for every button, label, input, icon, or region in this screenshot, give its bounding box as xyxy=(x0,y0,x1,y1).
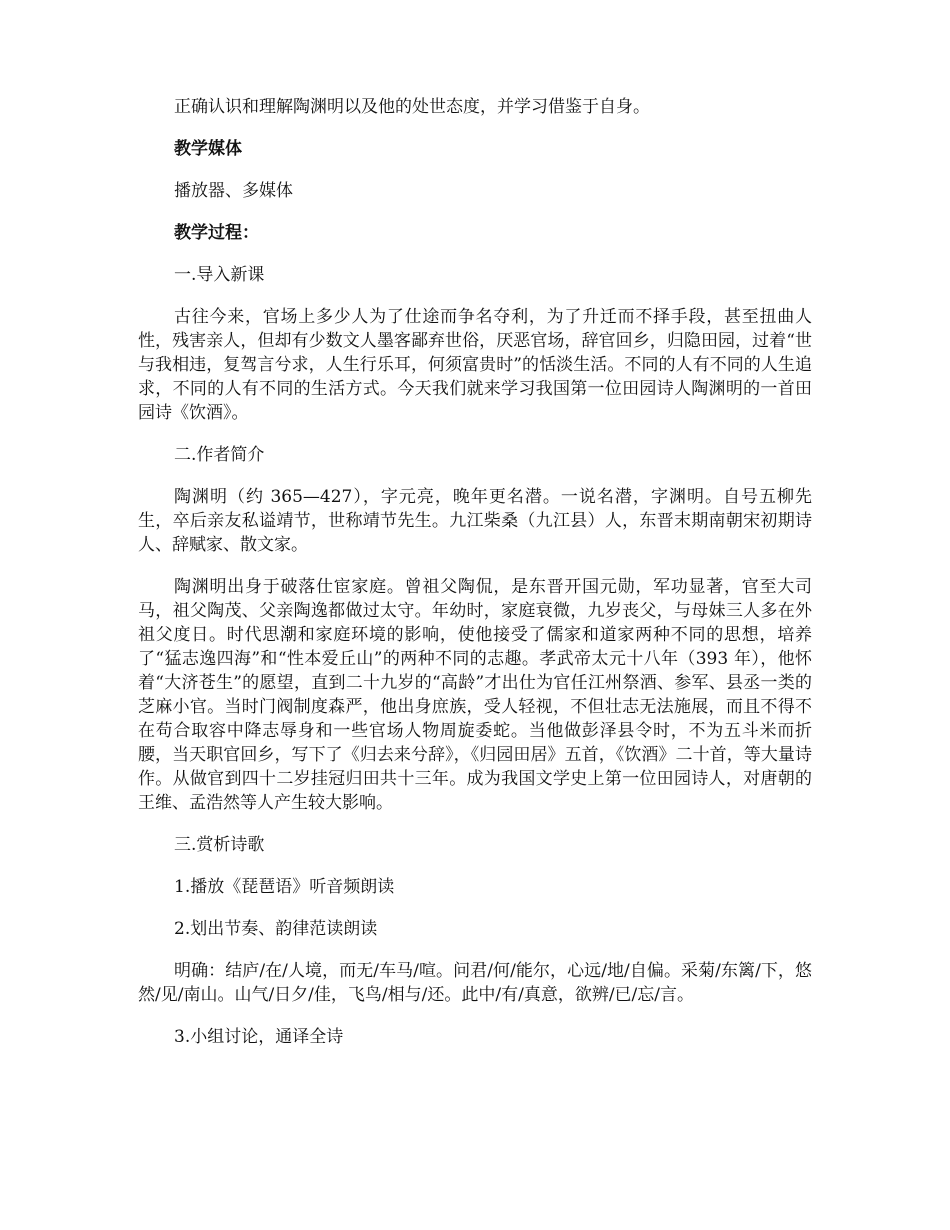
intro-paragraph: 古往今来，官场上多少人为了仕途而争名夺利，为了升迁而不择手段，甚至扭曲人性，残害亲人，但却有少数文人墨客鄙弃世俗，厌恶官场，辞官回乡，归隐田园，过着“世与我相违，复驾言兮求，人生行乐耳，何须富贵时”的恬淡生活。不同的人有不同的人生追求，不同的人有不同的生活方式。今天我们就来学习我国第一位田园诗人陶渊明的一首田园诗《饮酒》。 xyxy=(138,307,812,423)
author-paragraph-1: 陶渊明（约 365—427），字元亮，晚年更名潜。一说名潜，字渊明。自号五柳先生，卒后亲友私谥靖节，世称靖节先生。九江柴桑（九江县）人，东晋末期南朝宋初期诗人、辞赋家、散文家。 xyxy=(138,487,812,555)
section-heading-author: 二.作者简介 xyxy=(174,445,265,465)
document-page xyxy=(138,95,812,1049)
author-paragraph-2: 陶渊明出身于破落仕宦家庭。曾祖父陶侃，是东晋开国元勋，军功显著，官至大司马，祖父陶茂、父亲陶逸都做过太守。年幼时，家庭衰微，九岁丧父，与母妹三人多在外祖父度日。时代思潮和家庭环境的影响，使他接受了儒家和道家两种不同的思想，培养了“猛志逸四海”和“性本爱丘山”的两种不同的志趣。孝武帝太元十八年（393 年），他怀着“大济苍生”的愿望，直到二十九岁的“高龄”才出仕为官任江州祭酒、参军、县丞一类的芝麻小官。当时门阀制度森严，他出身庶族，受人轻视，不但壮志无法施展，而且不得不在苟合取容中降志辱身和一些官场人物周旋委蛇。当他做彭泽县令时，不为五斗米而折腰，当天职官回乡，写下了《归去来兮辞》，《归园田居》五首，《饮酒》二十首，等大量诗作。从做官到四十二岁挂冠归田共十三年。成为我国文学史上第一位田园诗人，对唐朝的王维、孟浩然等人产生较大影响。 xyxy=(138,577,812,813)
step-1-paragraph: 1.播放《琵琶语》听音频朗读 xyxy=(174,877,395,897)
objective-paragraph: 正确认识和理解陶渊明以及他的处世态度，并学习借鉴于自身。 xyxy=(174,97,650,117)
process-heading: 教学过程： xyxy=(174,223,259,243)
section-heading-appreciation: 三.赏析诗歌 xyxy=(174,835,265,855)
step-2-paragraph: 2.划出节奏、韵律范读朗读 xyxy=(174,919,378,939)
step-3-paragraph: 3.小组讨论，通译全诗 xyxy=(174,1027,344,1047)
rhythm-paragraph: 明确：结庐/在/人境，而无/车马/喧。问君/何/能尔，心远/地/自偏。采菊/东篱/下，悠然/见/南山。山气/日夕/佳，飞鸟/相与/还。此中/有/真意，欲辨/已/忘/言。 xyxy=(138,961,812,1005)
media-paragraph: 播放器、多媒体 xyxy=(174,181,293,201)
section-heading-intro: 一.导入新课 xyxy=(174,265,265,285)
media-heading: 教学媒体 xyxy=(174,139,242,159)
